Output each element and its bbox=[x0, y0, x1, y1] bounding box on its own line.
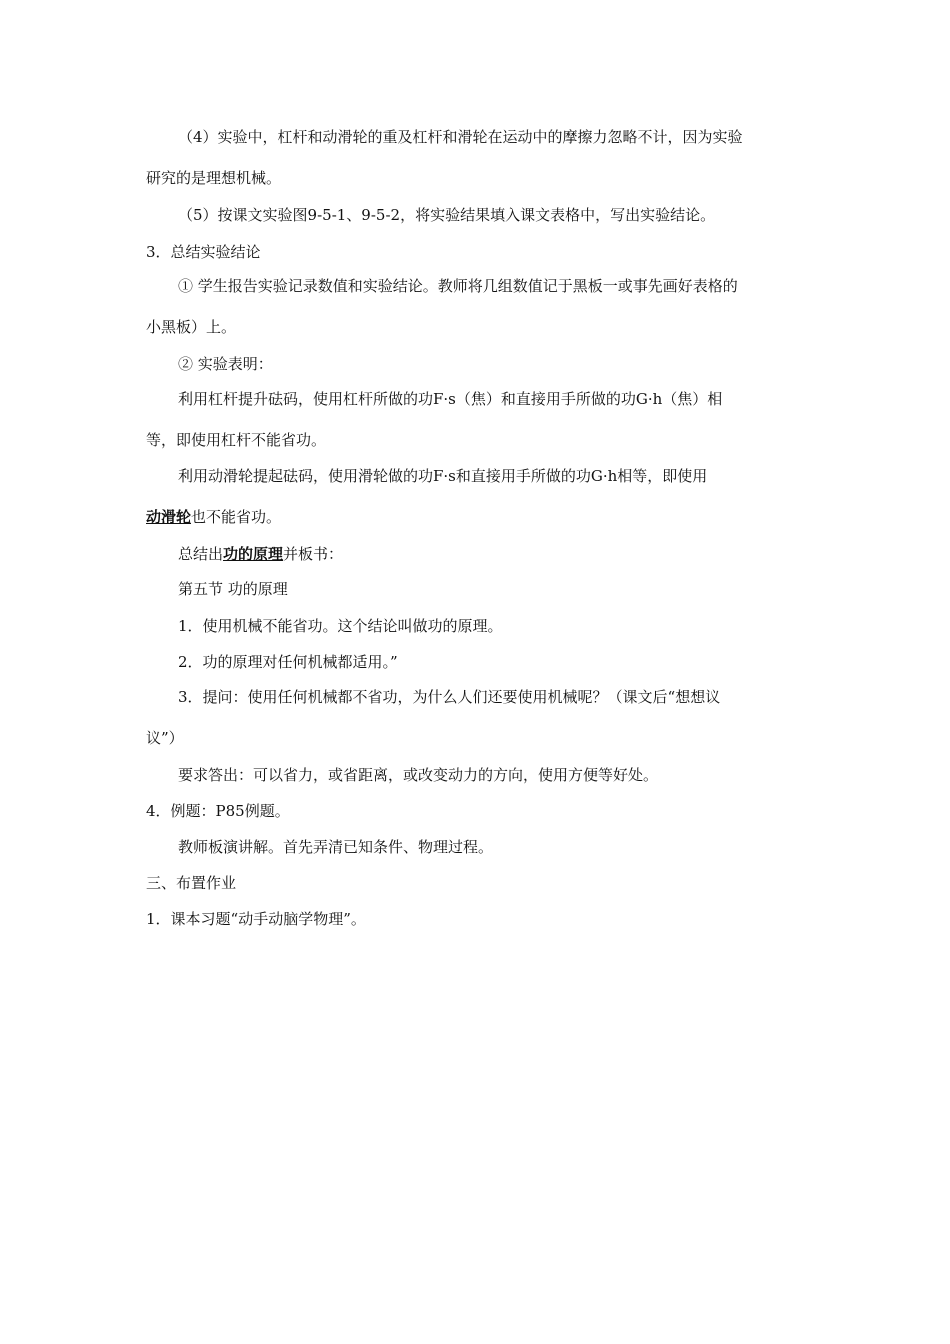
list-item: 1．课本习题“动手动脑学物理”。 bbox=[146, 910, 366, 928]
paragraph-text: 并板书： bbox=[283, 545, 344, 563]
paragraph-line: 要求答出：可以省力，或省距离，或改变动力的方向，使用方便等好处。 bbox=[178, 766, 659, 784]
list-item: 2．功的原理对任何机械都适用。” bbox=[178, 653, 398, 671]
section-heading: 3．总结实验结论 bbox=[146, 243, 261, 261]
paragraph-line: 小黑板）上。 bbox=[146, 318, 237, 336]
paragraph-line: 利用杠杆提升砝码，使用杠杆所做的功F·s（焦）和直接用手所做的功G·h（焦）相 bbox=[178, 390, 723, 408]
paragraph-line: 利用动滑轮提起砝码，使用滑轮做的功F·s和直接用手所做的功G·h相等，即使用 bbox=[178, 467, 708, 485]
paragraph-line: （4）实验中，杠杆和动滑轮的重及杠杆和滑轮在运动中的摩擦力忽略不计，因为实验 bbox=[178, 128, 743, 146]
paragraph-line: 研究的是理想机械。 bbox=[146, 169, 282, 187]
paragraph-line: （5）按课文实验图9-5-1、9-5-2，将实验结果填入课文表格中，写出实验结论。 bbox=[178, 206, 716, 224]
paragraph-line: 教师板演讲解。首先弄清已知条件、物理过程。 bbox=[178, 838, 494, 856]
list-item: 1．使用机械不能省功。这个结论叫做功的原理。 bbox=[178, 617, 503, 635]
paragraph-text: 总结出 bbox=[178, 545, 224, 563]
paragraph-text: 也不能省功。 bbox=[191, 508, 282, 526]
section-heading: 三、布置作业 bbox=[146, 874, 237, 892]
paragraph-line: ② 实验表明： bbox=[178, 355, 273, 373]
paragraph-line: 等，即使用杠杆不能省功。 bbox=[146, 431, 327, 449]
list-item: 3．提问：使用任何机械都不省功，为什么人们还要使用机械呢？（课文后“想想议 bbox=[178, 688, 721, 706]
paragraph-line bbox=[146, 507, 281, 527]
board-title: 第五节 功的原理 bbox=[178, 580, 288, 598]
paragraph-line bbox=[178, 544, 343, 564]
paragraph-line: 议”） bbox=[146, 729, 184, 747]
emphasis-term: 功的原理 bbox=[223, 545, 284, 563]
paragraph-line: ① 学生报告实验记录数值和实验结论。教师将几组数值记于黑板一或事先画好表格的 bbox=[178, 277, 738, 295]
emphasis-term: 动滑轮 bbox=[146, 508, 192, 526]
section-heading: 4．例题：P85例题。 bbox=[146, 802, 290, 820]
